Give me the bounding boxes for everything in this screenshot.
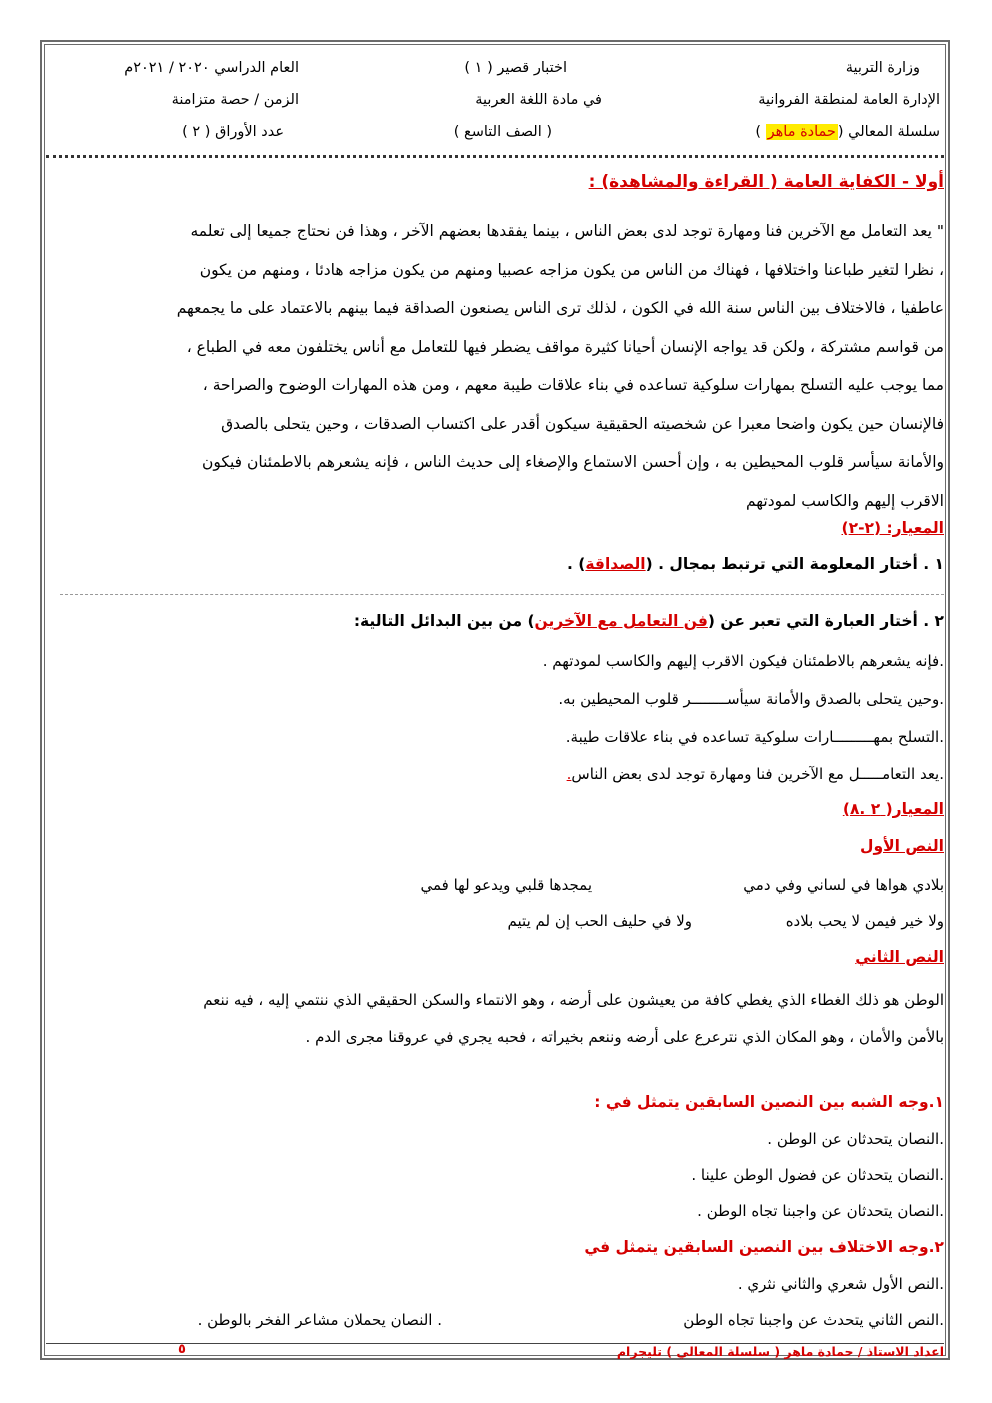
text-2-body — [46, 982, 944, 1056]
directorate-label: الإدارة العامة لمنطقة الفروانية — [758, 92, 940, 108]
subject-label: في مادة اللغة العربية — [475, 92, 602, 108]
question-divider — [60, 594, 944, 595]
q2-option-2[interactable]: .وحين يتحلى بالصدق والأمانة سيأســــــــر قلوب المحيطين به. — [558, 690, 944, 708]
passage-line: فالإنسان حين يكون واضحا معبرا عن شخصيته الحقيقية سيكون أقدر على اكتساب الصدقات ، وحين يتحلى بالصدق — [221, 414, 944, 433]
question-1 — [567, 555, 944, 573]
criterion-1: المعيار: (٢-٢) — [841, 519, 944, 537]
q3-option-3[interactable]: .النصان يتحدثان عن واجبنا تجاه الوطن . — [697, 1202, 944, 1220]
school-year-label: العام الدراسي ٢٠٢٠ / ٢٠٢١م — [124, 60, 299, 76]
question-2-prefix: ٢ . أختار العبارة التي تعبر عن ( — [707, 612, 944, 630]
q2-option-1[interactable]: .فإنه يشعرهم بالاطمئنان فيكون الاقرب إليهم والكاسب لمودتهم . — [542, 652, 944, 670]
question-4: ٢.وجه الاختلاف بين النصين السابقين يتمثل في — [584, 1238, 944, 1256]
exam-title: اختبار قصير ( ١ ) — [464, 60, 567, 76]
series-prefix: سلسلة المعالي ( — [837, 124, 940, 140]
poem-verse-2-right: ولا خير فيمن لا يحب بلاده — [785, 912, 944, 930]
footer-credit: اعداد الاستاذ / حمادة ماهر ( سلسلة المعالي ) تليجرام — [616, 1344, 944, 1359]
q3-option-2[interactable]: .النصان يتحدثان عن فضول الوطن علينا . — [691, 1166, 944, 1184]
question-3: ١.وجه الشبه بين النصين السابقين يتمثل في : — [594, 1093, 944, 1111]
text-2-line: الوطن هو ذلك الغطاء الذي يغطي كافة من يعيشون على أرضه ، وهو الانتماء والسكن الحقيقي الذي ننتمي إليه ، فيه ننعم — [203, 991, 944, 1009]
header-divider — [46, 155, 944, 158]
question-2-answer: فن التعامل مع الآخرين — [534, 612, 708, 630]
poem-verse-2-left: ولا في حليف الحب إن لم يتيم — [507, 912, 692, 930]
poem-verse-1-right: بلادي هواها في لساني وفي دمي — [743, 876, 944, 894]
pages-label: عدد الأوراق ( ٢ ) — [182, 124, 284, 140]
q4-option-1[interactable]: .النص الأول شعري والثاني نثري . — [737, 1275, 944, 1293]
passage-line: والأمانة سيأسر قلوب المحيطين به ، وإن أحسن الاستماع والإصغاء إلى حديث الناس ، فإنه يشعرهم بالاطمئنان فيكون — [202, 453, 944, 471]
poem-verse-1-left: يمجدها قلبي ويدعو لها فمي — [420, 876, 592, 894]
ministry-label: وزارة التربية — [845, 60, 920, 76]
series-label — [755, 124, 940, 140]
time-label: الزمن / حصة متزامنة — [171, 92, 299, 108]
series-author: حمادة ماهر — [767, 124, 836, 140]
text-2-title: النص الثاني — [855, 948, 944, 966]
passage-line: " يعد التعامل مع الآخرين فنا ومهارة توجد لدى بعض الناس ، بينما يفقدها بعضهم الآخر ، وهذا فن نحتاج جميعا إلى تعلمه — [190, 222, 944, 240]
q2-option-4-text: .يعد التعامـــــل مع الآخرين فنا ومهارة توجد لدى بعض الناس — [571, 765, 944, 783]
criterion-2: المعيار( ٢ .٨) — [842, 800, 944, 818]
question-1-answer: الصداقة — [585, 555, 646, 573]
q2-option-4-mark: . — [566, 765, 572, 783]
q4-option-2[interactable]: .النص الثاني يتحدث عن واجبنا تجاه الوطن — [683, 1311, 944, 1329]
grade-label: ( الصف التاسع ) — [453, 124, 552, 140]
q4-option-3[interactable]: . النصان يحملان مشاعر الفخر بالوطن . — [197, 1311, 442, 1329]
series-suffix: ) — [755, 124, 762, 140]
q2-option-4[interactable] — [567, 765, 944, 783]
question-2 — [354, 612, 944, 630]
reading-passage — [46, 212, 944, 520]
question-1-text: ١ . أختار المعلومة التي ترتبط بمجال . ( — [645, 555, 944, 573]
section-title-text: أولا - الكفاية العامة ( القراءة والمشاهدة) : — [588, 172, 944, 192]
section-title — [589, 172, 944, 192]
passage-line: مما يوجب عليه التسلح بمهارات سلوكية تساعده في بناء علاقات طيبة معهم ، ومن هذه المهارات الوضوح والصراحة ، — [202, 376, 944, 394]
text-1-title: النص الأول — [860, 837, 944, 855]
passage-line: عاطفيا ، فالاختلاف بين الناس سنة الله في الكون ، لذلك ترى الناس يصنعون الصداقة فيما بينهم بالاعتماد على ما يجمعهم — [176, 299, 944, 317]
question-1-tail: ) . — [567, 555, 586, 573]
passage-line: ، نظرا لتغير طباعنا واختلافها ، فهناك من الناس من يكون مزاجه عصبيا ومنهم من يكون مزاجه هادئا ، ومنهم من يكون — [199, 260, 944, 279]
passage-line: الاقرب إليهم والكاسب لمودتهم — [745, 491, 944, 510]
q2-option-3[interactable]: .التسلح بمهـــــــــارات سلوكية تساعده في بناء علاقات طيبة. — [565, 728, 944, 746]
q3-option-1[interactable]: .النصان يتحدثان عن الوطن . — [767, 1130, 944, 1148]
question-2-suffix: ) من بين البدائل التالية: — [353, 612, 535, 630]
passage-line: من قواسم مشتركة ، ولكن قد يواجه الإنسان أحيانا كثيرة مواقف يضطر فيها للتعامل مع أناس يختلفون معه في الطباع ، — [186, 337, 944, 356]
text-2-line: بالأمن والأمان ، وهو المكان الذي نترعرع على أرضه وننعم بخيراته ، فحبه يجري في عروقنا مجرى الدم . — [305, 1028, 944, 1046]
page-number: ٥ — [178, 1342, 186, 1357]
